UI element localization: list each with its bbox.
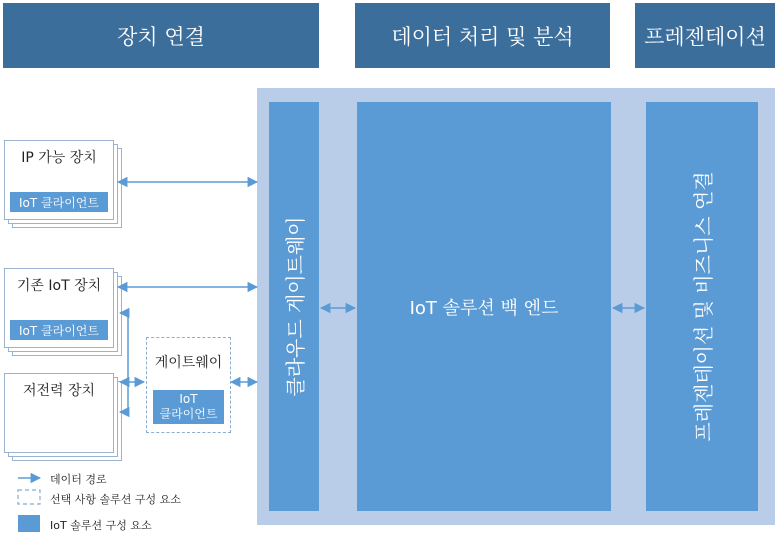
presentation-business-label: 프레젠테이션 및 비즈니스 연결 bbox=[691, 171, 716, 442]
device-title: 기존 IoT 장치 bbox=[16, 278, 102, 294]
gateway-client-line1: IoT bbox=[179, 392, 198, 406]
iot-client-chip: IoT 클라이언트 bbox=[10, 192, 108, 212]
iot-client-chip: IoT 클라이언트 bbox=[10, 320, 108, 340]
legend-component: IoT 솔루션 구성 요소 bbox=[50, 519, 152, 532]
header-device-connection: 장치 연결 bbox=[3, 3, 319, 68]
header-presentation: 프레젠테이션 bbox=[635, 3, 775, 68]
backend-label: IoT 솔루션 백 엔드 bbox=[409, 297, 559, 319]
cloud-gateway-label: 클라우드 게이트웨이 bbox=[283, 216, 308, 397]
device-title: IP 가능 장치 bbox=[21, 150, 97, 166]
gateway-client-line2: 클라이언트 bbox=[159, 407, 218, 421]
legend-optional: 선택 사항 솔루션 구성 요소 bbox=[50, 493, 181, 506]
header-data-processing: 데이터 처리 및 분석 bbox=[355, 3, 610, 68]
legend-component-icon bbox=[18, 515, 40, 532]
legend-data-path: 데이터 경로 bbox=[50, 473, 107, 486]
arrow-legacy-loop bbox=[120, 313, 128, 412]
device-title: 저전력 장치 bbox=[22, 383, 96, 399]
gateway-title: 게이트웨이 bbox=[154, 355, 223, 371]
legend-optional-icon bbox=[18, 490, 40, 504]
